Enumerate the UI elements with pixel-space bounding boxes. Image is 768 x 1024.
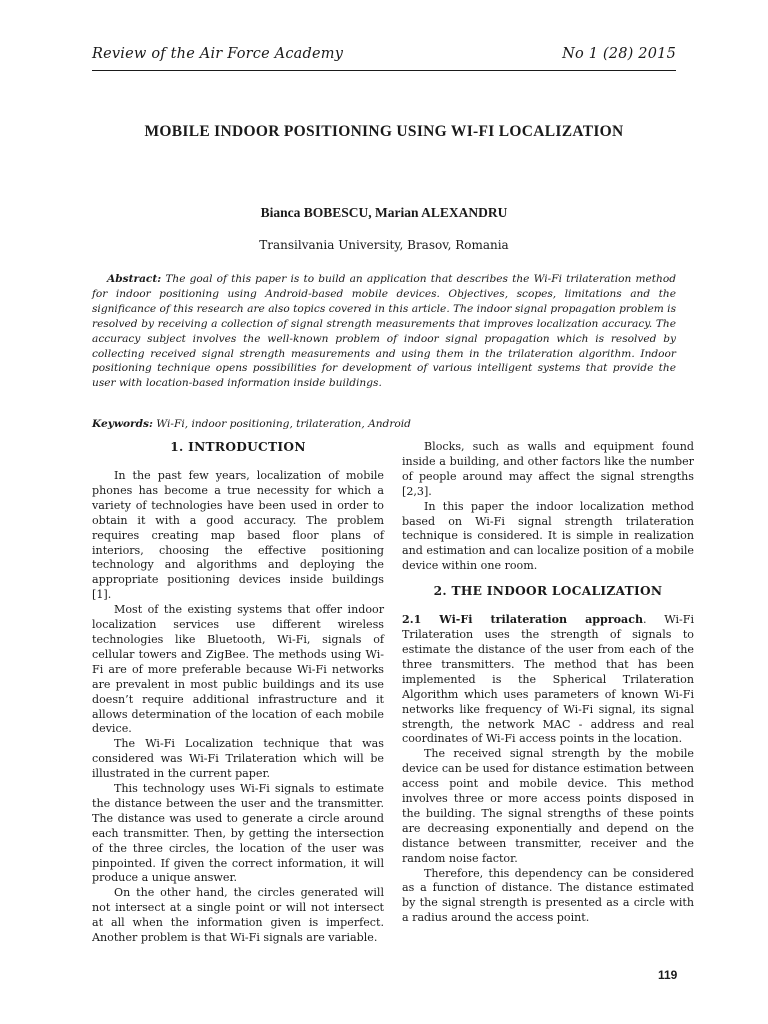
issue-number: No 1 (28) 2015 [562, 46, 676, 62]
subsection-label: 2.1 Wi-Fi trilateration approach [402, 613, 644, 627]
body-paragraph: The received signal strength by the mobile device can be used for distance estimation between access point and mobile device. This method involves three or more access points disposed in the building. The signal strengths of these points are decreasing exponentially and depend on the distance between transmitter, receiver and the random noise factor. [402, 747, 694, 865]
left-column [92, 440, 384, 946]
paper-title: MOBILE INDOOR POSITIONING USING WI-FI LOCALIZATION [144, 123, 624, 140]
intro-paragraph: On the other hand, the circles generated will not intersect at a single point or will not intersect at all when the information given is imperfect. Another problem is that Wi-Fi signals are variable. [92, 886, 384, 945]
section-heading-indoor-localization: 2. THE INDOOR LOCALIZATION [433, 584, 663, 599]
running-header [92, 46, 676, 62]
body-paragraph: In this paper the indoor localization method based on Wi-Fi signal strength trilateration technique is considered. It is simple in realization and estimation and can localize position of a mobile device within one room. [402, 499, 694, 573]
intro-paragraph: Most of the existing systems that offer indoor localization services use different wireless technologies like Bluetooth, Wi-Fi, signals of cellular towers and ZigBee. The methods using Wi-Fi are of more preferable because Wi-Fi networks are prevalent in most public buildings and its use doesn’t require additional infrastructure and it allows determination of the location of each mobile device. [92, 603, 384, 736]
author-affiliation: Transilvania University, Brasov, Romania [259, 238, 509, 252]
page-number: 119 [658, 968, 678, 982]
intro-paragraph: In the past few years, localization of mobile phones has become a true necessity for which a variety of technologies have been used in order to obtain it with a good accuracy. The problem requires creating map based floor plans of interiors, choosing the effective positioning technology and algorithms and deploying the appropriate positioning devices inside buildings [1]. [92, 469, 384, 602]
header-rule [92, 70, 676, 71]
abstract-label: Abstract: [107, 273, 162, 285]
body-paragraph: Blocks, such as walls and equipment found inside a building, and other factors like the number of people around may affect the signal strengths [2,3]. [402, 440, 694, 498]
subsection-text: . Wi-Fi Trilateration uses the strength of signals to estimate the distance of the user from each of the three transmitters. The method that has been implemented is the Spherical Trilateration Algorithm which uses parameters of known Wi-Fi networks like frequency of Wi-Fi signal, its signal strength, the network MAC - address and real coordinates of Wi-Fi access points in the location. [402, 613, 694, 746]
intro-paragraph: The Wi-Fi Localization technique that was considered was Wi-Fi Trilateration which will be illustrated in the current paper. [92, 737, 384, 781]
section-heading-introduction: 1. INTRODUCTION [170, 440, 306, 454]
abstract-text: The goal of this paper is to build an application that describes the Wi-Fi trilateration method for indoor positioning using Android-based mobile devices. Objectives, scopes, limitations and the significance of this research are also topics covered in this article. The indoor signal propagation problem is resolved by receiving a collection of signal strength measurements that improves localization accuracy. The accuracy subject involves the well-known problem of indoor signal propagation which is resolved by collecting received signal strength measurements and using them in the trilateration algorithm. Indoor positioning technique opens possibilities for development of various intelligent systems that provide the user with location-based information inside buildings. [92, 273, 676, 390]
intro-paragraph: This technology uses Wi-Fi signals to estimate the distance between the user and the transmitter. The distance was used to generate a circle around each transmitter. Then, by getting the intersection of the three circles, the location of the user was pinpointed. If given the correct information, it will produce a unique answer. [92, 782, 384, 885]
abstract [92, 272, 676, 391]
subsection-paragraph [402, 613, 694, 747]
keywords-label: Keywords: [92, 418, 153, 430]
keywords [92, 418, 676, 430]
body-paragraph: Therefore, this dependency can be considered as a function of distance. The distance estimated by the signal strength is presented as a circle with a radius around the access point. [402, 866, 694, 925]
right-column [402, 440, 694, 926]
paper-authors: Bianca BOBESCU, Marian ALEXANDRU [260, 205, 508, 220]
keywords-text: Wi-Fi, indoor positioning, trilateration, Android [156, 418, 411, 430]
journal-name: Review of the Air Force Academy [92, 46, 344, 62]
